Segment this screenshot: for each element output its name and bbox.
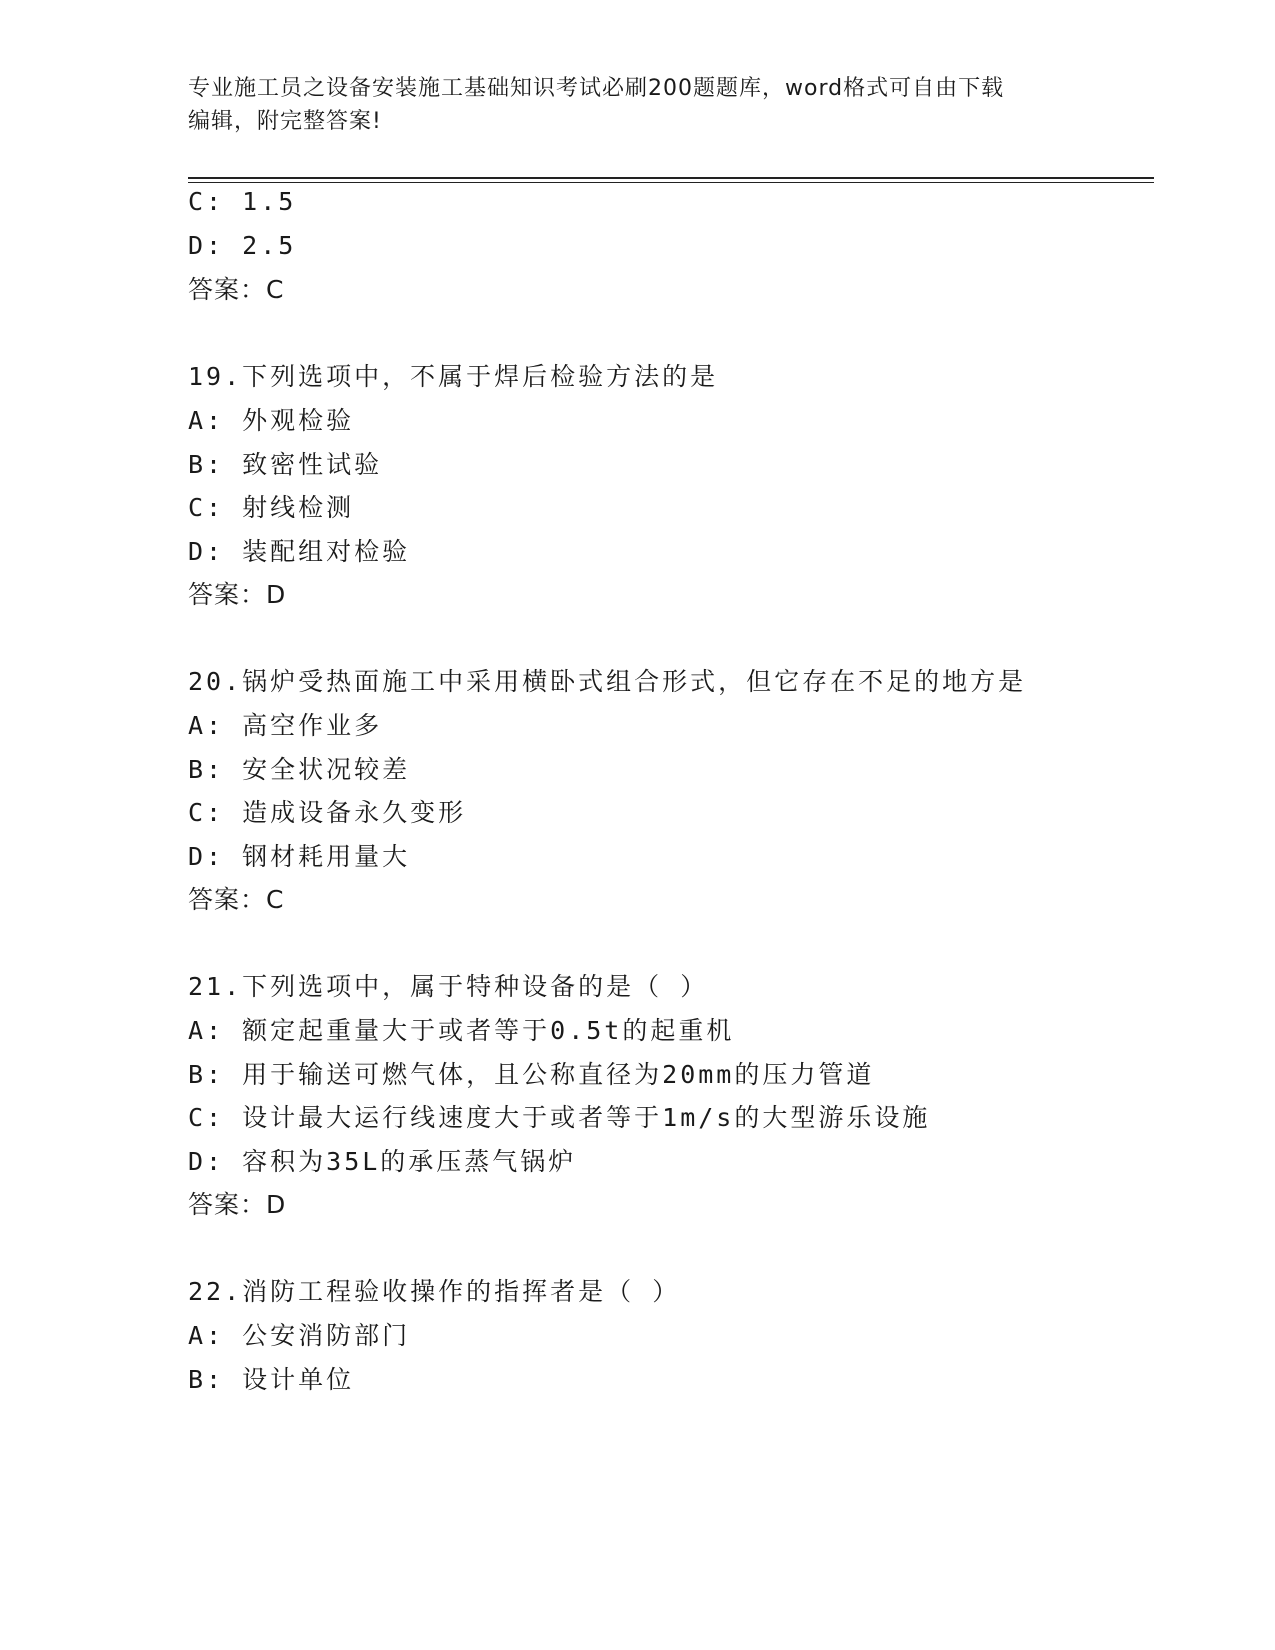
q20-answer: 答案：C <box>188 885 285 914</box>
q19-stem: 19.下列选项中，不属于焊后检验方法的是 <box>188 362 719 391</box>
q21-option-c: C: 设计最大运行线速度大于或者等于1m/s的大型游乐设施 <box>188 1103 931 1132</box>
header-title-line-2: 编辑，附完整答案! <box>188 109 382 134</box>
q22-stem: 22.消防工程验收操作的指挥者是（ ） <box>188 1277 681 1306</box>
prev-option-c: C: 1.5 <box>188 187 297 216</box>
q21-option-b: B: 用于输送可燃气体，且公称直径为20mm的压力管道 <box>188 1060 875 1089</box>
header-divider-thick <box>188 177 1154 179</box>
prev-answer: 答案：C <box>188 275 285 304</box>
q20-option-a: A: 高空作业多 <box>188 711 383 740</box>
q20-option-b: B: 安全状况较差 <box>188 755 411 784</box>
q19-option-b: B: 致密性试验 <box>188 450 383 479</box>
header-divider-thin <box>188 182 1154 183</box>
q19-option-d: D: 装配组对检验 <box>188 537 411 566</box>
document-header <box>188 72 1088 138</box>
q20-option-d: D: 钢材耗用量大 <box>188 842 411 871</box>
prev-option-d: D: 2.5 <box>188 231 297 260</box>
q19-option-a: A: 外观检验 <box>188 406 355 435</box>
q21-stem: 21.下列选项中，属于特种设备的是（ ） <box>188 972 709 1001</box>
q22-option-b: B: 设计单位 <box>188 1365 355 1394</box>
q19-option-c: C: 射线检测 <box>188 493 355 522</box>
q20-option-c: C: 造成设备永久变形 <box>188 798 467 827</box>
q22-option-a: A: 公安消防部门 <box>188 1321 411 1350</box>
q19-answer: 答案：D <box>188 580 287 609</box>
q21-answer: 答案：D <box>188 1190 287 1219</box>
header-title-line-1: 专业施工员之设备安装施工基础知识考试必刷200题题库，word格式可自由下载 <box>188 76 1005 101</box>
q20-stem: 20.锅炉受热面施工中采用横卧式组合形式，但它存在不足的地方是 <box>188 667 1027 696</box>
q21-option-d: D: 容积为35L的承压蒸气锅炉 <box>188 1147 577 1176</box>
q21-option-a: A: 额定起重量大于或者等于0.5t的起重机 <box>188 1016 735 1045</box>
